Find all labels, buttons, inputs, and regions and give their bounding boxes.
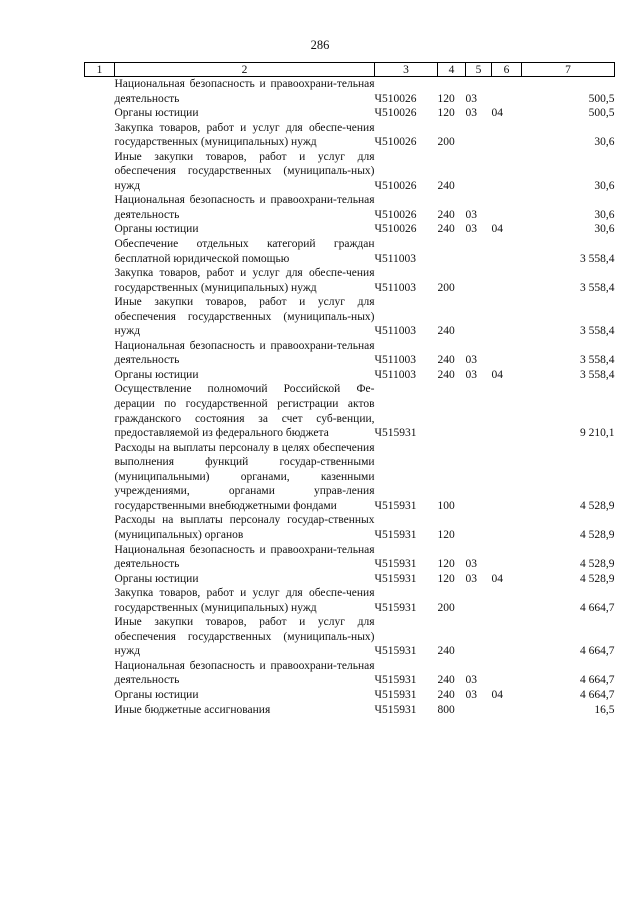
row-subsection: 04 — [491, 107, 503, 120]
row-amount: 30,6 — [594, 223, 615, 236]
row-section: 03 — [465, 688, 477, 701]
row-name: Закупка товаров, работ и услуг для обеспе-чения государственных (муниципальных) нужд — [114, 587, 375, 614]
blank-cell — [85, 543, 115, 572]
blank-cell — [85, 703, 115, 718]
row-subsection — [492, 150, 522, 194]
table-row — [85, 222, 615, 237]
table-row — [85, 441, 615, 514]
row-amount: 4 664,7 — [580, 688, 615, 701]
row-amount: 4 528,9 — [580, 499, 615, 512]
row-name: Обеспечение отдельных категорий граждан бесплатной юридической помощью — [114, 238, 375, 265]
row-name: Органы юстиции — [114, 688, 199, 701]
column-header-7: 7 — [522, 63, 615, 77]
row-subsection — [492, 77, 522, 107]
table-row — [85, 703, 615, 718]
row-name: Органы юстиции — [114, 107, 199, 120]
row-subsection — [492, 441, 522, 514]
blank-cell — [85, 193, 115, 222]
row-target-code: Ч510026 — [374, 208, 417, 221]
row-section: 03 — [465, 208, 477, 221]
row-amount: 9 210,1 — [580, 427, 615, 440]
blank-cell — [85, 586, 115, 615]
row-target-code: Ч510026 — [374, 107, 417, 120]
table-row — [85, 368, 615, 383]
row-amount: 30,6 — [594, 179, 615, 192]
column-header-3: 3 — [375, 63, 438, 77]
row-section: 03 — [465, 354, 477, 367]
column-header-6: 6 — [492, 63, 522, 77]
table-row — [85, 688, 615, 703]
row-expense-type — [438, 382, 466, 440]
row-expense-type: 240 — [437, 674, 455, 687]
row-target-code: Ч515931 — [374, 674, 417, 687]
row-target-code: Ч515931 — [374, 572, 417, 585]
table-row — [85, 382, 615, 440]
row-name: Национальная безопасность и правоохрани-тельная деятельность — [114, 194, 375, 221]
row-amount: 500,5 — [588, 92, 615, 105]
table-row — [85, 237, 615, 266]
row-section: 03 — [465, 572, 477, 585]
row-section: 03 — [465, 107, 477, 120]
row-subsection — [492, 586, 522, 615]
row-section — [466, 703, 492, 718]
row-name: Закупка товаров, работ и услуг для обеспе-чения государственных (муниципальных) нужд — [114, 267, 375, 294]
row-amount: 4 528,9 — [580, 558, 615, 571]
blank-cell — [85, 237, 115, 266]
row-expense-type: 200 — [437, 281, 455, 294]
row-amount: 30,6 — [594, 208, 615, 221]
row-amount: 4 528,9 — [580, 572, 615, 585]
row-target-code: Ч510026 — [374, 223, 417, 236]
row-amount: 3 558,4 — [580, 325, 615, 338]
table-row — [85, 266, 615, 295]
row-amount: 3 558,4 — [580, 368, 615, 381]
blank-cell — [85, 615, 115, 659]
blank-cell — [85, 266, 115, 295]
blank-cell — [85, 382, 115, 440]
row-target-code: Ч515931 — [374, 528, 417, 541]
row-expense-type: 240 — [437, 223, 455, 236]
column-header-5: 5 — [466, 63, 492, 77]
blank-cell — [85, 121, 115, 150]
row-target-code: Ч510026 — [374, 136, 417, 149]
row-subsection — [492, 193, 522, 222]
row-expense-type: 200 — [437, 601, 455, 614]
table-row — [85, 572, 615, 587]
table-row — [85, 586, 615, 615]
row-subsection — [492, 703, 522, 718]
row-subsection: 04 — [491, 572, 503, 585]
header-row — [85, 63, 615, 77]
row-amount: 3 558,4 — [580, 354, 615, 367]
row-amount: 500,5 — [588, 107, 615, 120]
table-header — [85, 63, 615, 77]
row-name: Иные бюджетные ассигнования — [114, 703, 271, 716]
row-expense-type — [438, 237, 466, 266]
row-target-code: Ч515931 — [374, 427, 417, 440]
row-subsection — [492, 237, 522, 266]
table-row — [85, 615, 615, 659]
row-expense-type: 240 — [437, 208, 455, 221]
row-amount: 4 664,7 — [580, 601, 615, 614]
row-expense-type: 240 — [437, 325, 455, 338]
row-target-code: Ч510026 — [374, 179, 417, 192]
row-section — [466, 295, 492, 339]
table-row — [85, 121, 615, 150]
row-name: Национальная безопасность и правоохрани-тельная деятельность — [114, 339, 375, 367]
row-name: Национальная безопасность и правоохрани-тельная деятельность — [114, 78, 375, 105]
row-amount: 4 528,9 — [580, 528, 615, 541]
table-row — [85, 543, 615, 572]
row-name: Органы юстиции — [114, 572, 199, 585]
row-amount: 16,5 — [594, 703, 615, 716]
row-name: Органы юстиции — [114, 223, 199, 236]
row-amount: 4 664,7 — [580, 645, 615, 658]
row-expense-type: 120 — [437, 558, 455, 571]
blank-cell — [85, 441, 115, 514]
column-header-2: 2 — [115, 63, 375, 77]
row-target-code: Ч515931 — [374, 499, 417, 512]
table-row — [85, 150, 615, 194]
row-target-code: Ч515931 — [374, 703, 417, 716]
row-expense-type: 120 — [437, 107, 455, 120]
table-row — [85, 106, 615, 121]
row-target-code: Ч515931 — [374, 688, 417, 701]
blank-cell — [85, 659, 115, 688]
column-header-4: 4 — [438, 63, 466, 77]
row-expense-type: 120 — [437, 92, 455, 105]
row-name: Осуществление полномочий Российской Фе-дерации по государственной регистрации актов гражданского состояния за счет суб-венции, предоставляемой из федерального бюджета — [114, 383, 375, 440]
row-target-code: Ч515931 — [374, 558, 417, 571]
row-section — [466, 121, 492, 150]
row-expense-type: 100 — [437, 499, 455, 512]
row-subsection: 04 — [491, 688, 503, 701]
row-expense-type: 120 — [437, 572, 455, 585]
table-row — [85, 513, 615, 542]
budget-table — [84, 62, 615, 717]
row-section — [466, 266, 492, 295]
blank-cell — [85, 106, 115, 121]
row-expense-type: 240 — [437, 688, 455, 701]
row-section: 03 — [465, 223, 477, 236]
row-name: Расходы на выплаты персоналу в целях обеспечения выполнения функций государ-ственными (муниципальными) органами, казенными учреждениями, органами управ-ления государственными внебюджетными фондами — [114, 441, 375, 512]
row-name: Закупка товаров, работ и услуг для обеспе-чения государственных (муниципальных) нужд — [114, 121, 375, 149]
row-expense-type: 800 — [437, 703, 455, 716]
blank-cell — [85, 513, 115, 542]
blank-cell — [85, 150, 115, 194]
table-body — [85, 77, 615, 718]
row-name: Иные закупки товаров, работ и услуг для обеспечения государственных (муниципаль-ных) нужд — [114, 296, 375, 338]
row-section — [466, 586, 492, 615]
row-name: Национальная безопасность и правоохрани-тельная деятельность — [114, 659, 375, 687]
blank-cell — [85, 77, 115, 107]
row-target-code: Ч511003 — [374, 354, 417, 367]
row-section: 03 — [465, 92, 477, 105]
table-row — [85, 193, 615, 222]
table-row — [85, 295, 615, 339]
column-header-1: 1 — [85, 63, 115, 77]
row-expense-type: 240 — [437, 354, 455, 367]
row-name: Органы юстиции — [114, 368, 199, 381]
row-expense-type: 120 — [437, 528, 455, 541]
row-name: Расходы на выплаты персоналу государ-ственных (муниципальных) органов — [114, 514, 375, 541]
row-section: 03 — [465, 674, 477, 687]
row-expense-type: 240 — [437, 645, 455, 658]
row-target-code: Ч515931 — [374, 601, 417, 614]
row-name: Иные закупки товаров, работ и услуг для обеспечения государственных (муниципаль-ных) нужд — [114, 150, 375, 192]
row-subsection — [492, 543, 522, 572]
row-amount: 3 558,4 — [580, 252, 615, 265]
blank-cell — [85, 368, 115, 383]
row-target-code: Ч511003 — [374, 368, 417, 381]
row-name: Иные закупки товаров, работ и услуг для обеспечения государственных (муниципаль-ных) нужд — [114, 616, 375, 658]
row-subsection — [492, 339, 522, 368]
row-section — [466, 513, 492, 542]
row-subsection — [492, 121, 522, 150]
row-expense-type: 200 — [437, 136, 455, 149]
row-target-code: Ч511003 — [374, 281, 417, 294]
row-subsection — [492, 382, 522, 440]
blank-cell — [85, 339, 115, 368]
row-section — [466, 441, 492, 514]
table-row — [85, 77, 615, 107]
row-section — [466, 382, 492, 440]
row-section: 03 — [465, 368, 477, 381]
row-subsection — [492, 513, 522, 542]
row-subsection — [492, 295, 522, 339]
table-row — [85, 659, 615, 688]
row-amount: 3 558,4 — [580, 281, 615, 294]
blank-cell — [85, 688, 115, 703]
row-name: Национальная безопасность и правоохрани-тельная деятельность — [114, 543, 375, 571]
row-subsection — [492, 659, 522, 688]
row-amount: 30,6 — [594, 136, 615, 149]
row-amount: 4 664,7 — [580, 674, 615, 687]
row-section: 03 — [465, 558, 477, 571]
row-section — [466, 237, 492, 266]
row-target-code: Ч515931 — [374, 645, 417, 658]
row-expense-type: 240 — [437, 179, 455, 192]
row-expense-type: 240 — [437, 368, 455, 381]
page-number: 286 — [310, 38, 330, 52]
row-subsection — [492, 266, 522, 295]
blank-cell — [85, 572, 115, 587]
table-row — [85, 339, 615, 368]
row-target-code: Ч511003 — [374, 252, 417, 265]
row-subsection — [492, 615, 522, 659]
row-target-code: Ч511003 — [374, 325, 417, 338]
blank-cell — [85, 295, 115, 339]
row-subsection: 04 — [491, 368, 503, 381]
row-section — [466, 615, 492, 659]
row-section — [466, 150, 492, 194]
blank-cell — [85, 222, 115, 237]
row-target-code: Ч510026 — [374, 92, 417, 105]
row-subsection: 04 — [491, 223, 503, 236]
